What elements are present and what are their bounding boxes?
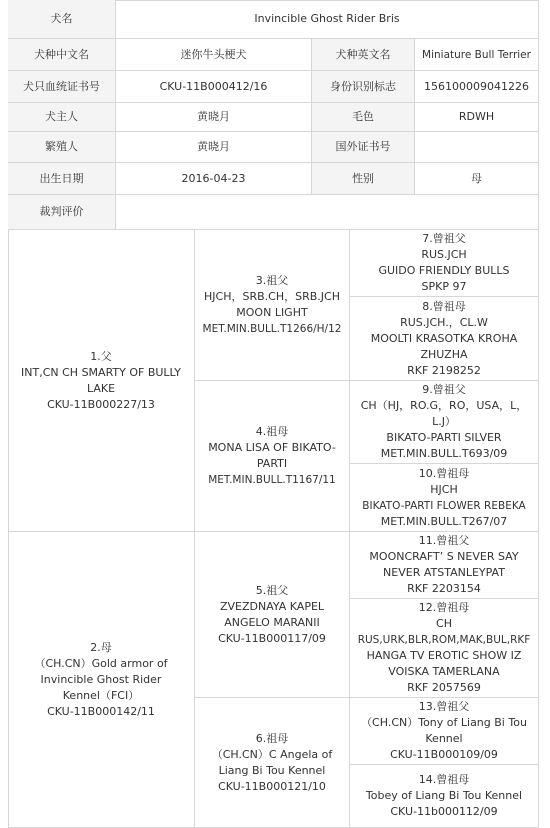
sex-label: 性别 bbox=[312, 163, 415, 195]
birth-date-label: 出生日期 bbox=[8, 163, 116, 195]
foreign-cert-value bbox=[415, 132, 539, 163]
id-mark-value: 156100009041226 bbox=[415, 71, 539, 103]
great-granddam-10-cell: 10.曾祖母 HJCH BIKATO-PARTI FLOWER REBEKA MET.MIN.BULL.T267/07 bbox=[350, 464, 539, 532]
breeder-value: 黄晓月 bbox=[116, 132, 312, 163]
pedigree-number-label: 犬只血统证书号 bbox=[8, 71, 116, 103]
color-value: RDWH bbox=[415, 103, 539, 132]
owner-value: 黄晓月 bbox=[116, 103, 312, 132]
owner-label: 犬主人 bbox=[8, 103, 116, 132]
breed-cn-value: 迷你牛头梗犬 bbox=[116, 39, 312, 71]
birth-date-value: 2016-04-23 bbox=[116, 163, 312, 195]
foreign-cert-label: 国外证书号 bbox=[312, 132, 415, 163]
great-granddam-12-cell: 12.曾祖母 CH RUS,URK,BLR,ROM,MAK,BUL,RKF HANGA TV EROTIC SHOW IZ VOISKA TAMERLANA RKF 2057569 bbox=[350, 599, 539, 698]
great-granddam-8-cell: 8.曾祖母 RUS.JCH.，CL.W MOOLTI KRASOTKA KROHA ZHUZHA RKF 2198252 bbox=[350, 297, 539, 381]
great-granddam-14-cell: 14.曾祖母 Tobey of Liang Bi Tou Kennel CKU-11b000112/09 bbox=[350, 765, 539, 828]
great-grandsire-9-cell: 9.曾祖父 CH（HJ，RO.G，RO，USA，L， L.J） BIKATO-PARTI SILVER MET.MIN.BULL.T693/09 bbox=[350, 381, 539, 464]
maternal-grandsire-cell: 5.祖父 ZVEZDNAYA KAPEL ANGELO MARANII CKU-11B000117/09 bbox=[195, 532, 350, 698]
breed-en-value: Miniature Bull Terrier bbox=[415, 39, 539, 71]
dog-name-label: 犬名 bbox=[8, 0, 116, 39]
color-label: 毛色 bbox=[312, 103, 415, 132]
breed-en-label: 犬种英文名 bbox=[312, 39, 415, 71]
great-grandsire-11-cell: 11.曾祖父 MOONCRAFT’ S NEVER SAY NEVER ATSTANLEYPAT RKF 2203154 bbox=[350, 532, 539, 599]
paternal-granddam-cell: 4.祖母 MONA LISA OF BIKATO- PARTI MET.MIN.BULL.T1167/11 bbox=[195, 381, 350, 532]
breed-cn-label: 犬种中文名 bbox=[8, 39, 116, 71]
judge-comment-value bbox=[116, 195, 539, 230]
dog-name-value: Invincible Ghost Rider Bris bbox=[116, 0, 539, 39]
dam-cell: 2.母 （CH.CN）Gold armor of Invincible Ghost Rider Kennel（FCI） CKU-11B000142/11 bbox=[8, 532, 195, 828]
great-grandsire-7-cell: 7.曾祖父 RUS.JCH GUIDO FRIENDLY BULLS SPKP 97 bbox=[350, 230, 539, 297]
great-grandsire-13-cell: 13.曾祖父 （CH.CN）Tony of Liang Bi Tou Kennel CKU-11B000109/09 bbox=[350, 698, 539, 765]
pedigree-number-value: CKU-11B000412/16 bbox=[116, 71, 312, 103]
breeder-label: 繁殖人 bbox=[8, 132, 116, 163]
sex-value: 母 bbox=[415, 163, 539, 195]
judge-comment-label: 裁判评价 bbox=[8, 195, 116, 230]
maternal-granddam-cell: 6.祖母 （CH.CN）C Angela of Liang Bi Tou Kennel CKU-11B000121/10 bbox=[195, 698, 350, 828]
paternal-grandsire-cell: 3.祖父 HJCH，SRB.CH，SRB.JCH MOON LIGHT MET.MIN.BULL.T1266/H/12 bbox=[195, 230, 350, 381]
sire-cell: 1.父 INT,CN CH SMARTY OF BULLY LAKE CKU-11B000227/13 bbox=[8, 230, 195, 532]
id-mark-label: 身份识别标志 bbox=[312, 71, 415, 103]
